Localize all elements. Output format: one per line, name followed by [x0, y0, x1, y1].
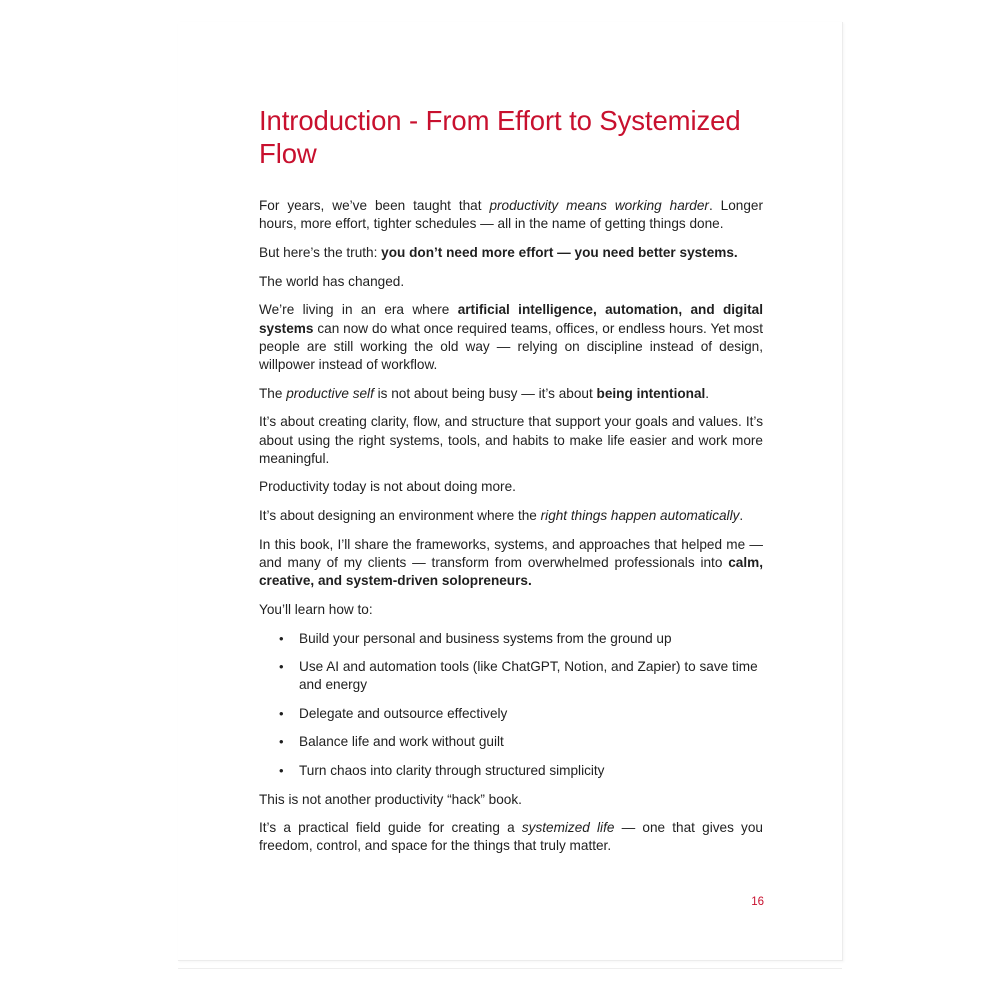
list-item	[278, 630, 763, 648]
paragraph-1-text-c: . Longer hours, more effort, tighter schedules — all in the name of getting things done.	[259, 198, 763, 232]
paragraph-4	[259, 301, 763, 374]
list-item-text: Turn chaos into clarity through structured simplicity	[299, 762, 605, 778]
paragraph-9	[259, 536, 763, 591]
paragraph-9-strong: calm, creative, and system-driven solopreneurs.	[259, 555, 763, 589]
paragraph-2-strong: you don’t need more effort — you need better systems.	[381, 244, 738, 260]
paragraph-1	[259, 197, 763, 233]
paragraph-8-text-a: It’s about designing an environment where the	[259, 508, 541, 524]
document-page	[178, 22, 843, 961]
paragraph-5-emphasis: productive self	[286, 385, 374, 401]
paragraph-4-text-c: can now do what once required teams, offices, or endless hours. Yet most people are still working the old way — relying on discipline instead of design, willpower instead of workflow.	[259, 320, 763, 372]
paragraph-12-text-c: — one that gives you freedom, control, and space for the things that truly matter.	[259, 820, 763, 854]
list-item-text: Use AI and automation tools (like ChatGPT, Notion, and Zapier) to save time and energy	[299, 659, 758, 693]
paragraph-7: Productivity today is not about doing more.	[259, 479, 516, 495]
list-item	[278, 658, 763, 694]
paragraph-6: It’s about creating clarity, flow, and structure that support your goals and values. It’s about using the right systems, tools, and habits to make life easier and work more meaningful.	[259, 414, 763, 466]
paragraph-12-text-a: It’s a practical field guide for creating a	[259, 820, 522, 836]
page-content	[259, 104, 763, 866]
paragraph-8-text-c: .	[739, 508, 744, 524]
list-item	[278, 762, 763, 780]
bullet-icon: •	[279, 734, 284, 750]
paragraph-12	[259, 819, 763, 855]
page-number: 16	[751, 896, 764, 908]
list-item-text: Delegate and outsource effectively	[299, 705, 508, 721]
paragraph-5-strong: being intentional	[596, 385, 706, 401]
paragraph-5-text-a: The	[259, 385, 287, 401]
paragraph-2	[259, 244, 763, 262]
list-item-text: Balance life and work without guilt	[299, 734, 504, 750]
paragraph-2-text-a: But here’s the truth:	[259, 244, 382, 260]
paragraph-5-text-c: is not about being busy — it’s about	[373, 385, 597, 401]
paragraph-1-text-a: For years, we’ve been taught that	[259, 198, 490, 213]
paragraph-5-text-e: .	[705, 385, 710, 401]
paragraph-4-strong: artificial intelligence, automation, and digital systems	[259, 302, 763, 336]
bullet-icon: •	[279, 630, 284, 646]
list-item	[278, 705, 763, 723]
paragraph-1-emphasis: productivity means working harder	[489, 198, 709, 213]
chapter-title: Introduction - From Effort to Systemized Flow	[259, 105, 741, 169]
paragraph-4-text-a: We’re living in an era where	[259, 302, 458, 318]
bullet-icon: •	[279, 762, 284, 778]
list-item-text: Build your personal and business systems from the ground up	[299, 630, 672, 646]
paragraph-9-text-a: In this book, I’ll share the frameworks, systems, and approaches that helped me — and many of my clients — transform from overwhelmed professionals into	[259, 536, 763, 571]
bullet-icon: •	[279, 659, 284, 675]
page-divider	[178, 968, 842, 969]
paragraph-10: You’ll learn how to:	[259, 601, 373, 617]
list-item	[278, 733, 763, 751]
paragraph-12-emphasis: systemized life	[521, 820, 615, 836]
paragraph-8	[259, 507, 763, 525]
bullet-list	[259, 630, 763, 780]
paragraph-3: The world has changed.	[259, 273, 405, 289]
paragraph-5	[259, 385, 763, 403]
paragraph-8-emphasis: right things happen automatically	[540, 508, 740, 524]
bullet-icon: •	[279, 705, 284, 721]
paragraph-11: This is not another productivity “hack” book.	[259, 791, 522, 807]
